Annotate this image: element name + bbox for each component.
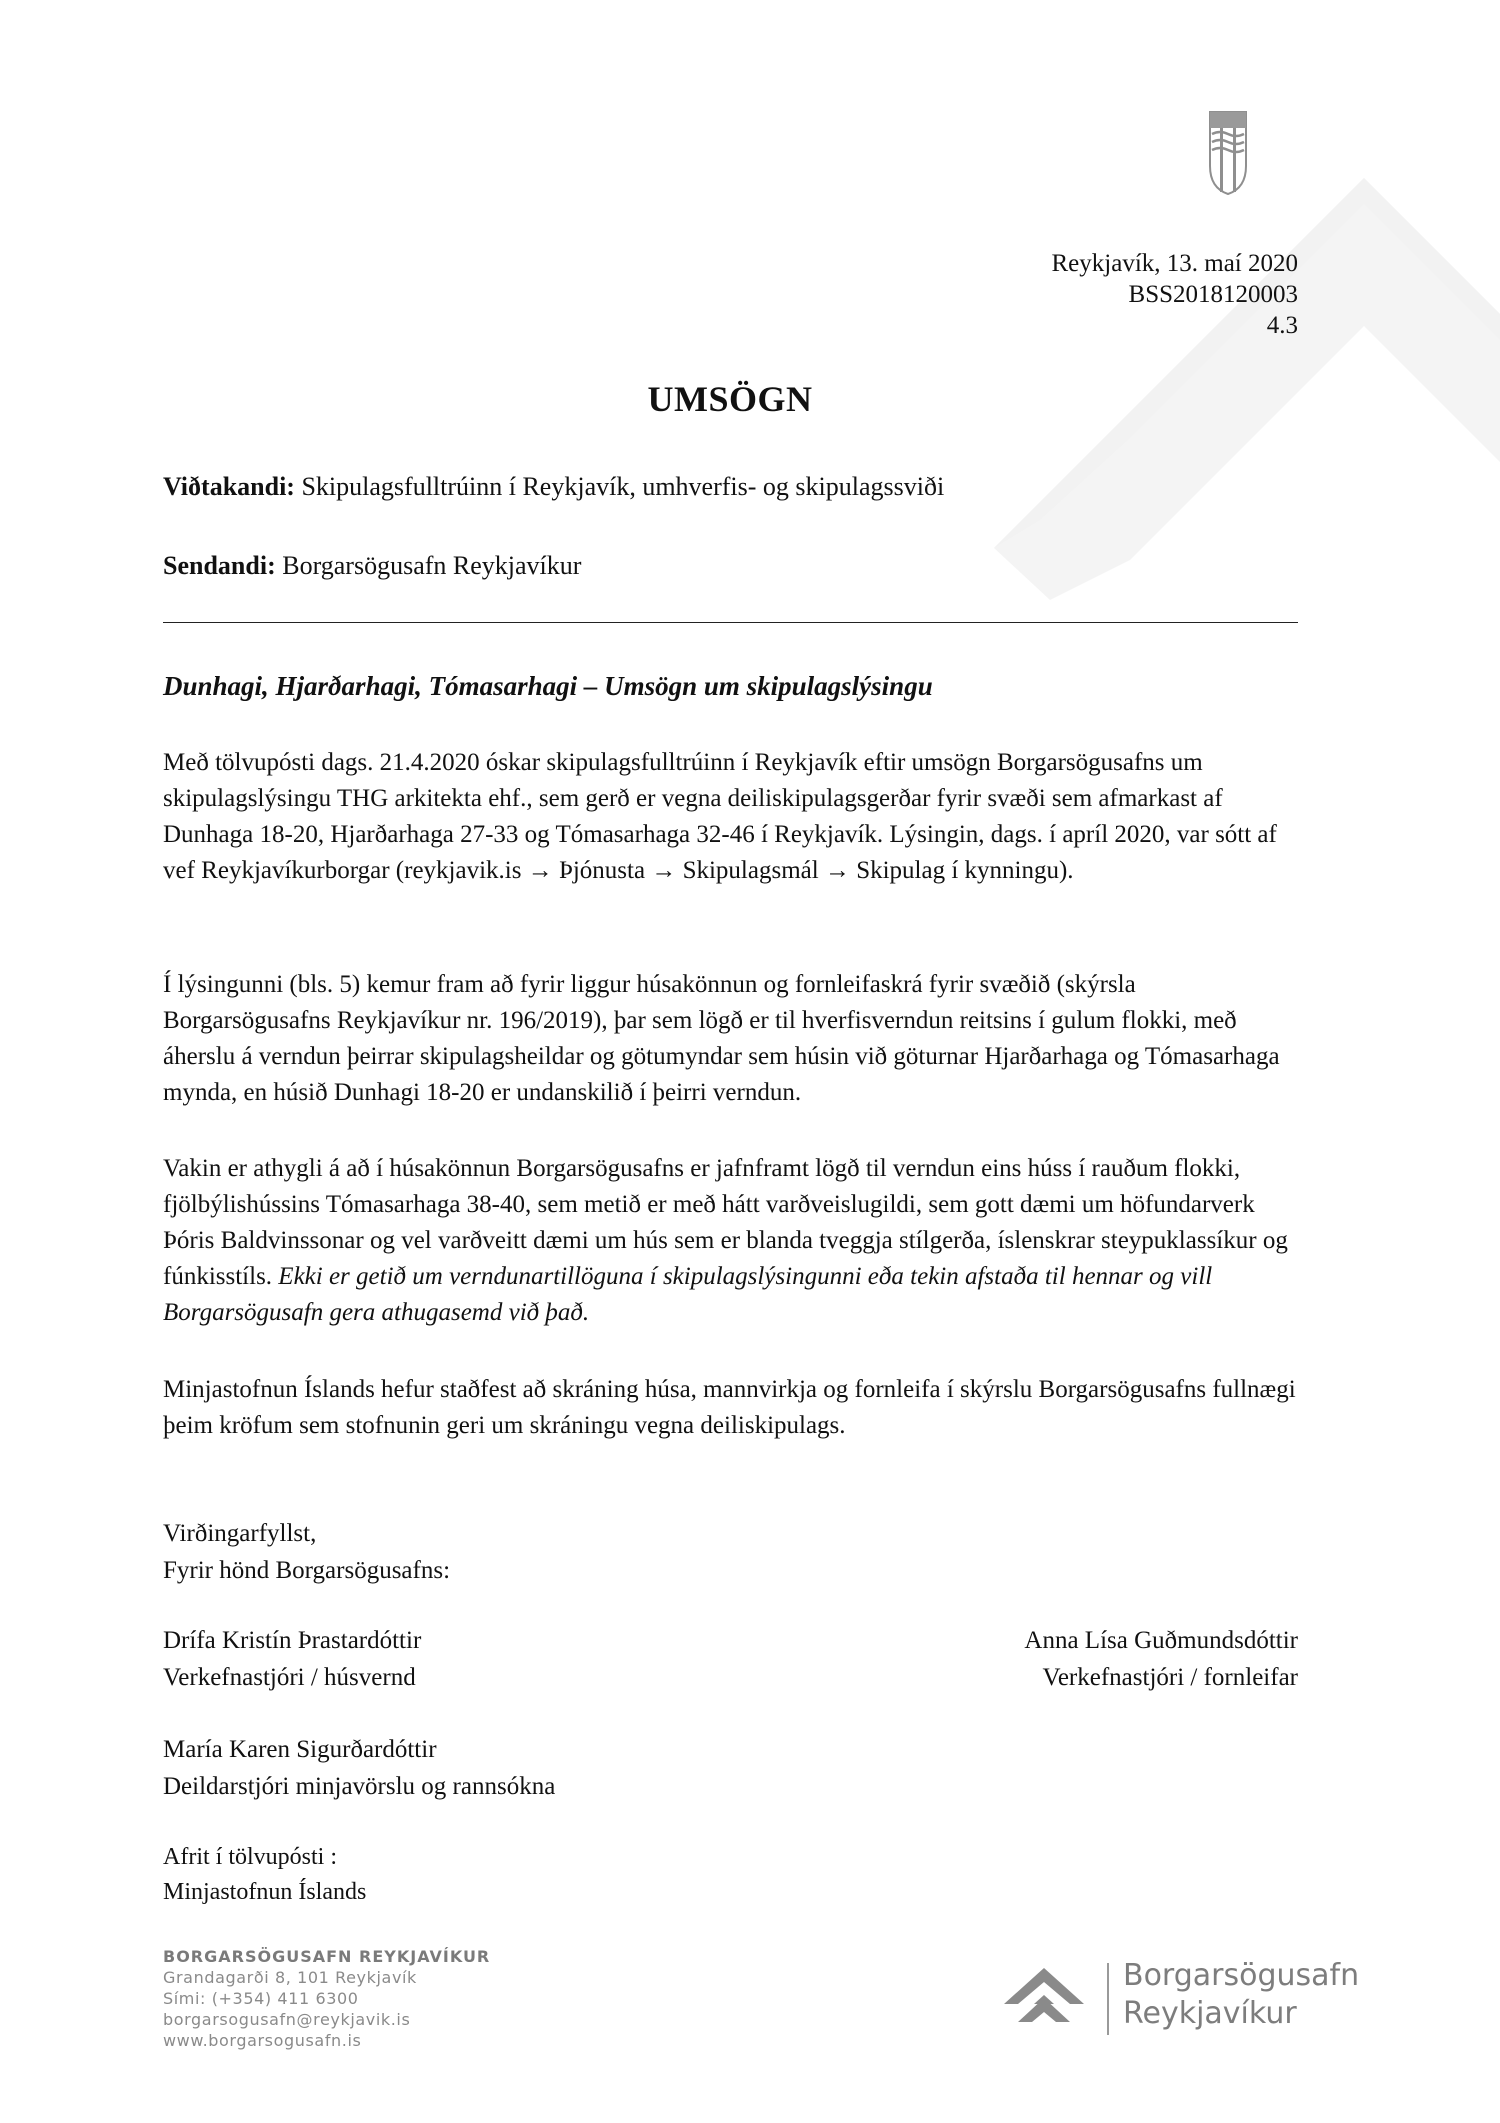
recipient-line (163, 472, 944, 502)
closing-greeting: Virðingarfyllst, (163, 1520, 317, 1547)
footer-website[interactable]: www.borgarsogusafn.is (163, 2031, 362, 2050)
copy-notice (163, 1840, 366, 1910)
signatory-name: Anna Lísa Guðmundsdóttir (1024, 1627, 1298, 1654)
copy-recipient: Minjastofnun Íslands (163, 1879, 367, 1905)
borgarsogusafn-logo-icon (1004, 1958, 1134, 2026)
place-date: Reykjavík, 13. maí 2020 (1051, 250, 1298, 277)
document-meta (1052, 248, 1299, 341)
paragraph-4-text: Minjastofnun Íslands hefur staðfest að skráning húsa, mannvirkja og fornleifa í skýrslu Borgarsögusafns fullnægi þeim kröfum sem stofnunin geri um skráningu vegna deiliskipulags. (163, 1376, 1296, 1439)
signatory-name: Drífa Kristín Þrastardóttir (163, 1627, 422, 1654)
paragraph-4 (163, 1372, 1305, 1444)
sender-value: Borgarsögusafn Reykjavíkur (282, 551, 582, 580)
recipient-label: Viðtakandi: (163, 472, 295, 501)
paragraph-1-text: Með tölvupósti dags. 21.4.2020 óskar skipulagsfulltrúinn í Reykjavík eftir umsögn Borgarsögusafns um skipulagslýsingu THG arkitekta ehf., sem gerð er vegna deiliskipulagsgerðar fyrir svæði sem afmarkast af Dunhaga 18-20, Hjarðarhaga 27-33 og Tómasarhaga 32-46 í Reykjavík. Lýsingin, dags. í apríl 2020, var sótt af vef Reykjavíkurborgar (reykjavik.is → Þjónusta → Skipulagsmál → Skipulag í kynningu). (163, 749, 1277, 884)
item-number: 4.3 (1266, 312, 1298, 339)
paragraph-3-italic: Ekki er getið um verndunartillöguna í skipulagslýsingunni eða tekin afstaða til hennar og vill Borgarsögusafn gera athugasemd við það. (163, 1263, 1213, 1326)
recipient-value: Skipulagsfulltrúinn í Reykjavík, umhverfis- og skipulagssviði (301, 472, 945, 501)
logo-divider (1107, 1963, 1109, 2035)
paragraph-2 (163, 967, 1305, 1111)
signatory-3 (163, 1731, 555, 1805)
case-number: BSS2018120003 (1128, 281, 1298, 308)
signatory-role: Verkefnastjóri / húsvernd (163, 1664, 416, 1691)
logo-wordmark (1123, 1957, 1359, 2033)
paragraph-3 (163, 1151, 1305, 1331)
footer-org-name: BORGARSÖGUSAFN REYKJAVÍKUR (163, 1947, 491, 1966)
logo-line-2: Reykjavíkur (1123, 1996, 1297, 2031)
document-title: UMSÖGN (647, 379, 813, 419)
signatory-1 (163, 1622, 421, 1696)
closing-on-behalf: Fyrir hönd Borgarsögusafns: (163, 1557, 451, 1584)
paragraph-3-normal: Vakin er athygli á að í húsakönnun Borgarsögusafns er jafnframt lögð til verndun eins húss í rauðum flokki, fjölbýlishússins Tómasarhaga 38-40, sem metið er með hátt varðveislugildi, sem gott dæmi um höfundarverk Þóris Baldvinssonar og vel varðveitt dæmi um hús sem er blanda tveggja stílgerða, íslenskrar steypuklassíkur og fúnkisstíls. (163, 1155, 1288, 1290)
footer-street: Grandagarði 8, 101 Reykjavík (163, 1968, 417, 1987)
signatory-role: Verkefnastjóri / fornleifar (1042, 1664, 1298, 1691)
paragraph-1 (163, 745, 1305, 889)
signatory-role: Deildarstjóri minjavörslu og rannsókna (163, 1773, 556, 1800)
sender-label: Sendandi: (163, 551, 276, 580)
copy-label: Afrit í tölvupósti : (163, 1844, 337, 1870)
closing (163, 1515, 450, 1589)
footer-phone: Sími: (+354) 411 6300 (163, 1989, 359, 2008)
reykjavik-crest-icon (1208, 110, 1248, 196)
signatory-name: María Karen Sigurðardóttir (163, 1736, 437, 1763)
sender-line (163, 551, 581, 581)
paragraph-2-text: Í lýsingunni (bls. 5) kemur fram að fyrir liggur húsakönnun og fornleifaskrá fyrir svæðið (skýrsla Borgarsögusafns Reykjavíkur nr. 196/2019), þar sem lögð er til hverfisverndun reitsins í gulum flokki, með áherslu á verndun þeirrar skipulagsheildar og götumyndar sem húsin við göturnar Hjarðarhaga og Tómasarhaga mynda, en húsið Dunhagi 18-20 er undanskilið í þeirri verndun. (163, 971, 1280, 1106)
paragraph-3-text (163, 1151, 1305, 1331)
subject-heading: Dunhagi, Hjarðarhagi, Tómasarhagi – Umsögn um skipulagslýsingu (163, 671, 933, 701)
signatory-2 (1024, 1622, 1298, 1696)
footer-email[interactable]: borgarsogusafn@reykjavik.is (163, 2010, 411, 2029)
logo-line-1: Borgarsögusafn (1123, 1958, 1360, 1993)
footer-address (163, 1946, 490, 2051)
header-divider (163, 622, 1298, 623)
